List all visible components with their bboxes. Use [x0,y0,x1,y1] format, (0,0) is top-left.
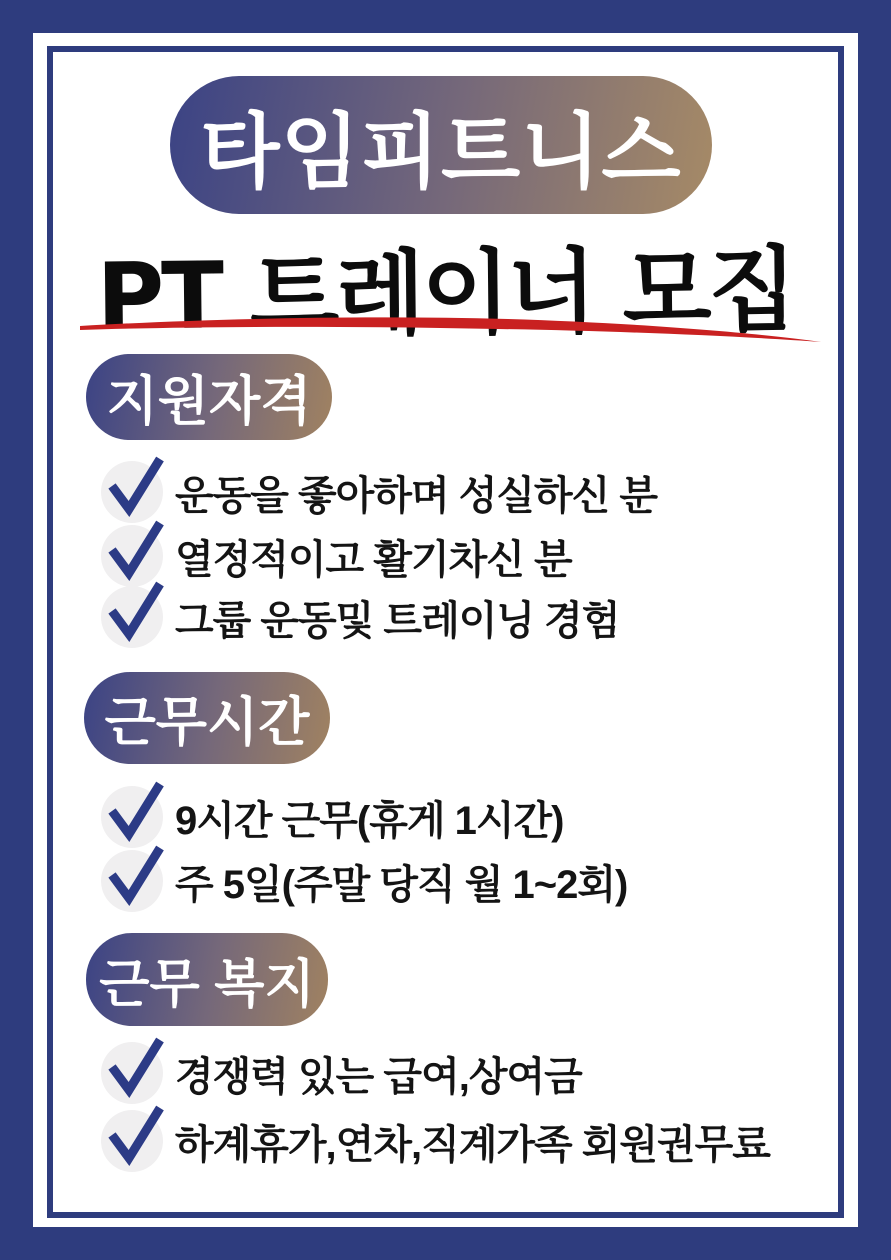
check-item-label: 그룹 운동및 트레이닝 경험 [175,598,620,643]
check-item [101,786,563,848]
section-badge-label: 근무 복지 [99,956,315,1014]
checkmark-icon [107,453,165,515]
brand-badge-label: 타임피트니스 [200,106,682,198]
check-circle [101,786,163,848]
section-badge-welfare [86,933,328,1026]
check-item-label: 하계휴가,연차,직계가족 회원권무료 [175,1122,770,1167]
check-item [101,1110,770,1172]
section-badge-label: 근무시간 [104,693,310,752]
check-item-label: 9시간 근무(휴게 1시간) [175,798,564,843]
check-item-label: 운동을 좋아하며 성실하신 분 [175,473,658,518]
checkmark-icon [107,1102,165,1164]
check-item [101,461,657,523]
check-circle [101,461,163,523]
brand-badge [170,76,712,214]
checkmark-icon [107,842,165,904]
checkmark-icon [107,778,165,840]
check-item [101,850,627,912]
red-brush-underline-icon [78,313,823,355]
check-item [101,1042,582,1104]
checkmark-icon [107,1034,165,1096]
check-circle [101,1110,163,1172]
check-circle [101,586,163,648]
check-circle [101,850,163,912]
check-item-label: 열정적이고 활기차신 분 [175,537,572,582]
section-badge-label: 지원자격 [106,372,312,431]
poster-title: PT 트레이너 모집 [96,236,795,351]
section-badge-qualifications [86,354,332,440]
check-circle [101,1042,163,1104]
checkmark-icon [107,517,165,579]
check-item-label: 경쟁력 있는 급여,상여금 [175,1054,582,1099]
check-item [101,586,619,648]
section-badge-working-hours [84,672,330,764]
check-item-label: 주 5일(주말 당직 월 1~2회) [175,862,628,907]
checkmark-icon [107,578,165,640]
check-item [101,525,572,587]
